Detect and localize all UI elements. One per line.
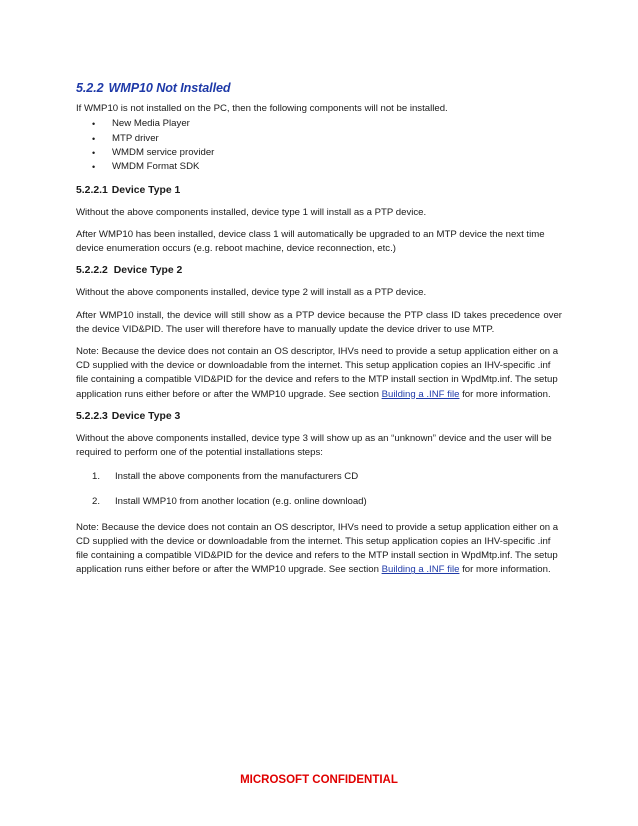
device-type-3-paragraph-1: Without the above components installed, device type 3 will show up as an “unknown” device and the user will be required to perform one of the potential installations steps: [76, 432, 552, 459]
bullet-icon: • [92, 148, 96, 159]
installation-steps [76, 470, 562, 509]
device-type-2-paragraph-1: Without the above components installed, device type 2 will install as a PTP device. [76, 287, 427, 299]
section-intro: If WMP10 is not installed on the PC, then the following components will not be installed. [76, 103, 448, 114]
list-item: • WMDM service provider [76, 146, 562, 160]
device-type-1-heading: 5.2.2.1 Device Type 1 [76, 184, 181, 196]
building-inf-file-link[interactable]: Building a .INF file [381, 564, 460, 576]
list-item: • WMDM Format SDK [76, 160, 562, 174]
confidential-footer: MICROSOFT CONFIDENTIAL [240, 774, 398, 786]
list-item: • MTP driver [76, 132, 562, 146]
device-type-2-paragraph-2: After WMP10 install, the device will still show as a PTP device because the PTP class ID takes precedence over the device VID&PID. The user will therefore have to manually update the device driver to use MTP. [76, 309, 562, 335]
document-page [76, 80, 562, 585]
component-list [76, 117, 562, 175]
device-type-2-note: Note: Because the device does not contain an OS descriptor, IHVs need to provide a setup application either on a CD supplied with the device or downloadable from the internet. This setup application copies an IHV-specific .inf file containing a compatible VID&PID for the device and refers to the MTP install section in WpdMtp.inf. The setup application runs either before or after the WMP10 upgrade. See section Building a .INF file for more information. [76, 346, 559, 400]
device-type-1-paragraph-2: After WMP10 has been installed, device class 1 will automatically be upgraded to an MTP device the next time device enumeration occurs (e.g. reboot machine, device reconnection, etc.) [76, 229, 545, 255]
device-type-2-heading: 5.2.2.2 Device Type 2 [76, 265, 183, 277]
device-type-3-heading: 5.2.2.3 Device Type 3 [76, 410, 181, 422]
list-item: 2. Install WMP10 from another location (e.g. online download) [92, 496, 367, 508]
building-inf-file-link[interactable]: Building a .INF file [381, 388, 460, 400]
section-heading [76, 80, 562, 96]
bullet-icon: • [92, 162, 96, 173]
section-number: 5.2.2 [76, 81, 104, 95]
device-type-1-paragraph-1: Without the above components installed, device type 1 will install as a PTP device. [76, 206, 427, 218]
list-item: 1. Install the above components from the manufacturers CD [92, 471, 359, 483]
bullet-icon: • [92, 119, 96, 130]
bullet-icon: • [92, 133, 96, 144]
list-item: • New Media Player [76, 117, 562, 131]
section-title: WMP10 Not Installed [108, 81, 231, 95]
device-type-3-note: Note: Because the device does not contain an OS descriptor, IHVs need to provide a setup application either on a CD supplied with the device or downloadable from the internet. This setup application copies an IHV-specific .inf file containing a compatible VID&PID for the device and refers to the MTP install section in WpdMtp.inf. The setup application runs either before or after the WMP10 upgrade. See section Building a .INF file for more information. [76, 521, 559, 576]
